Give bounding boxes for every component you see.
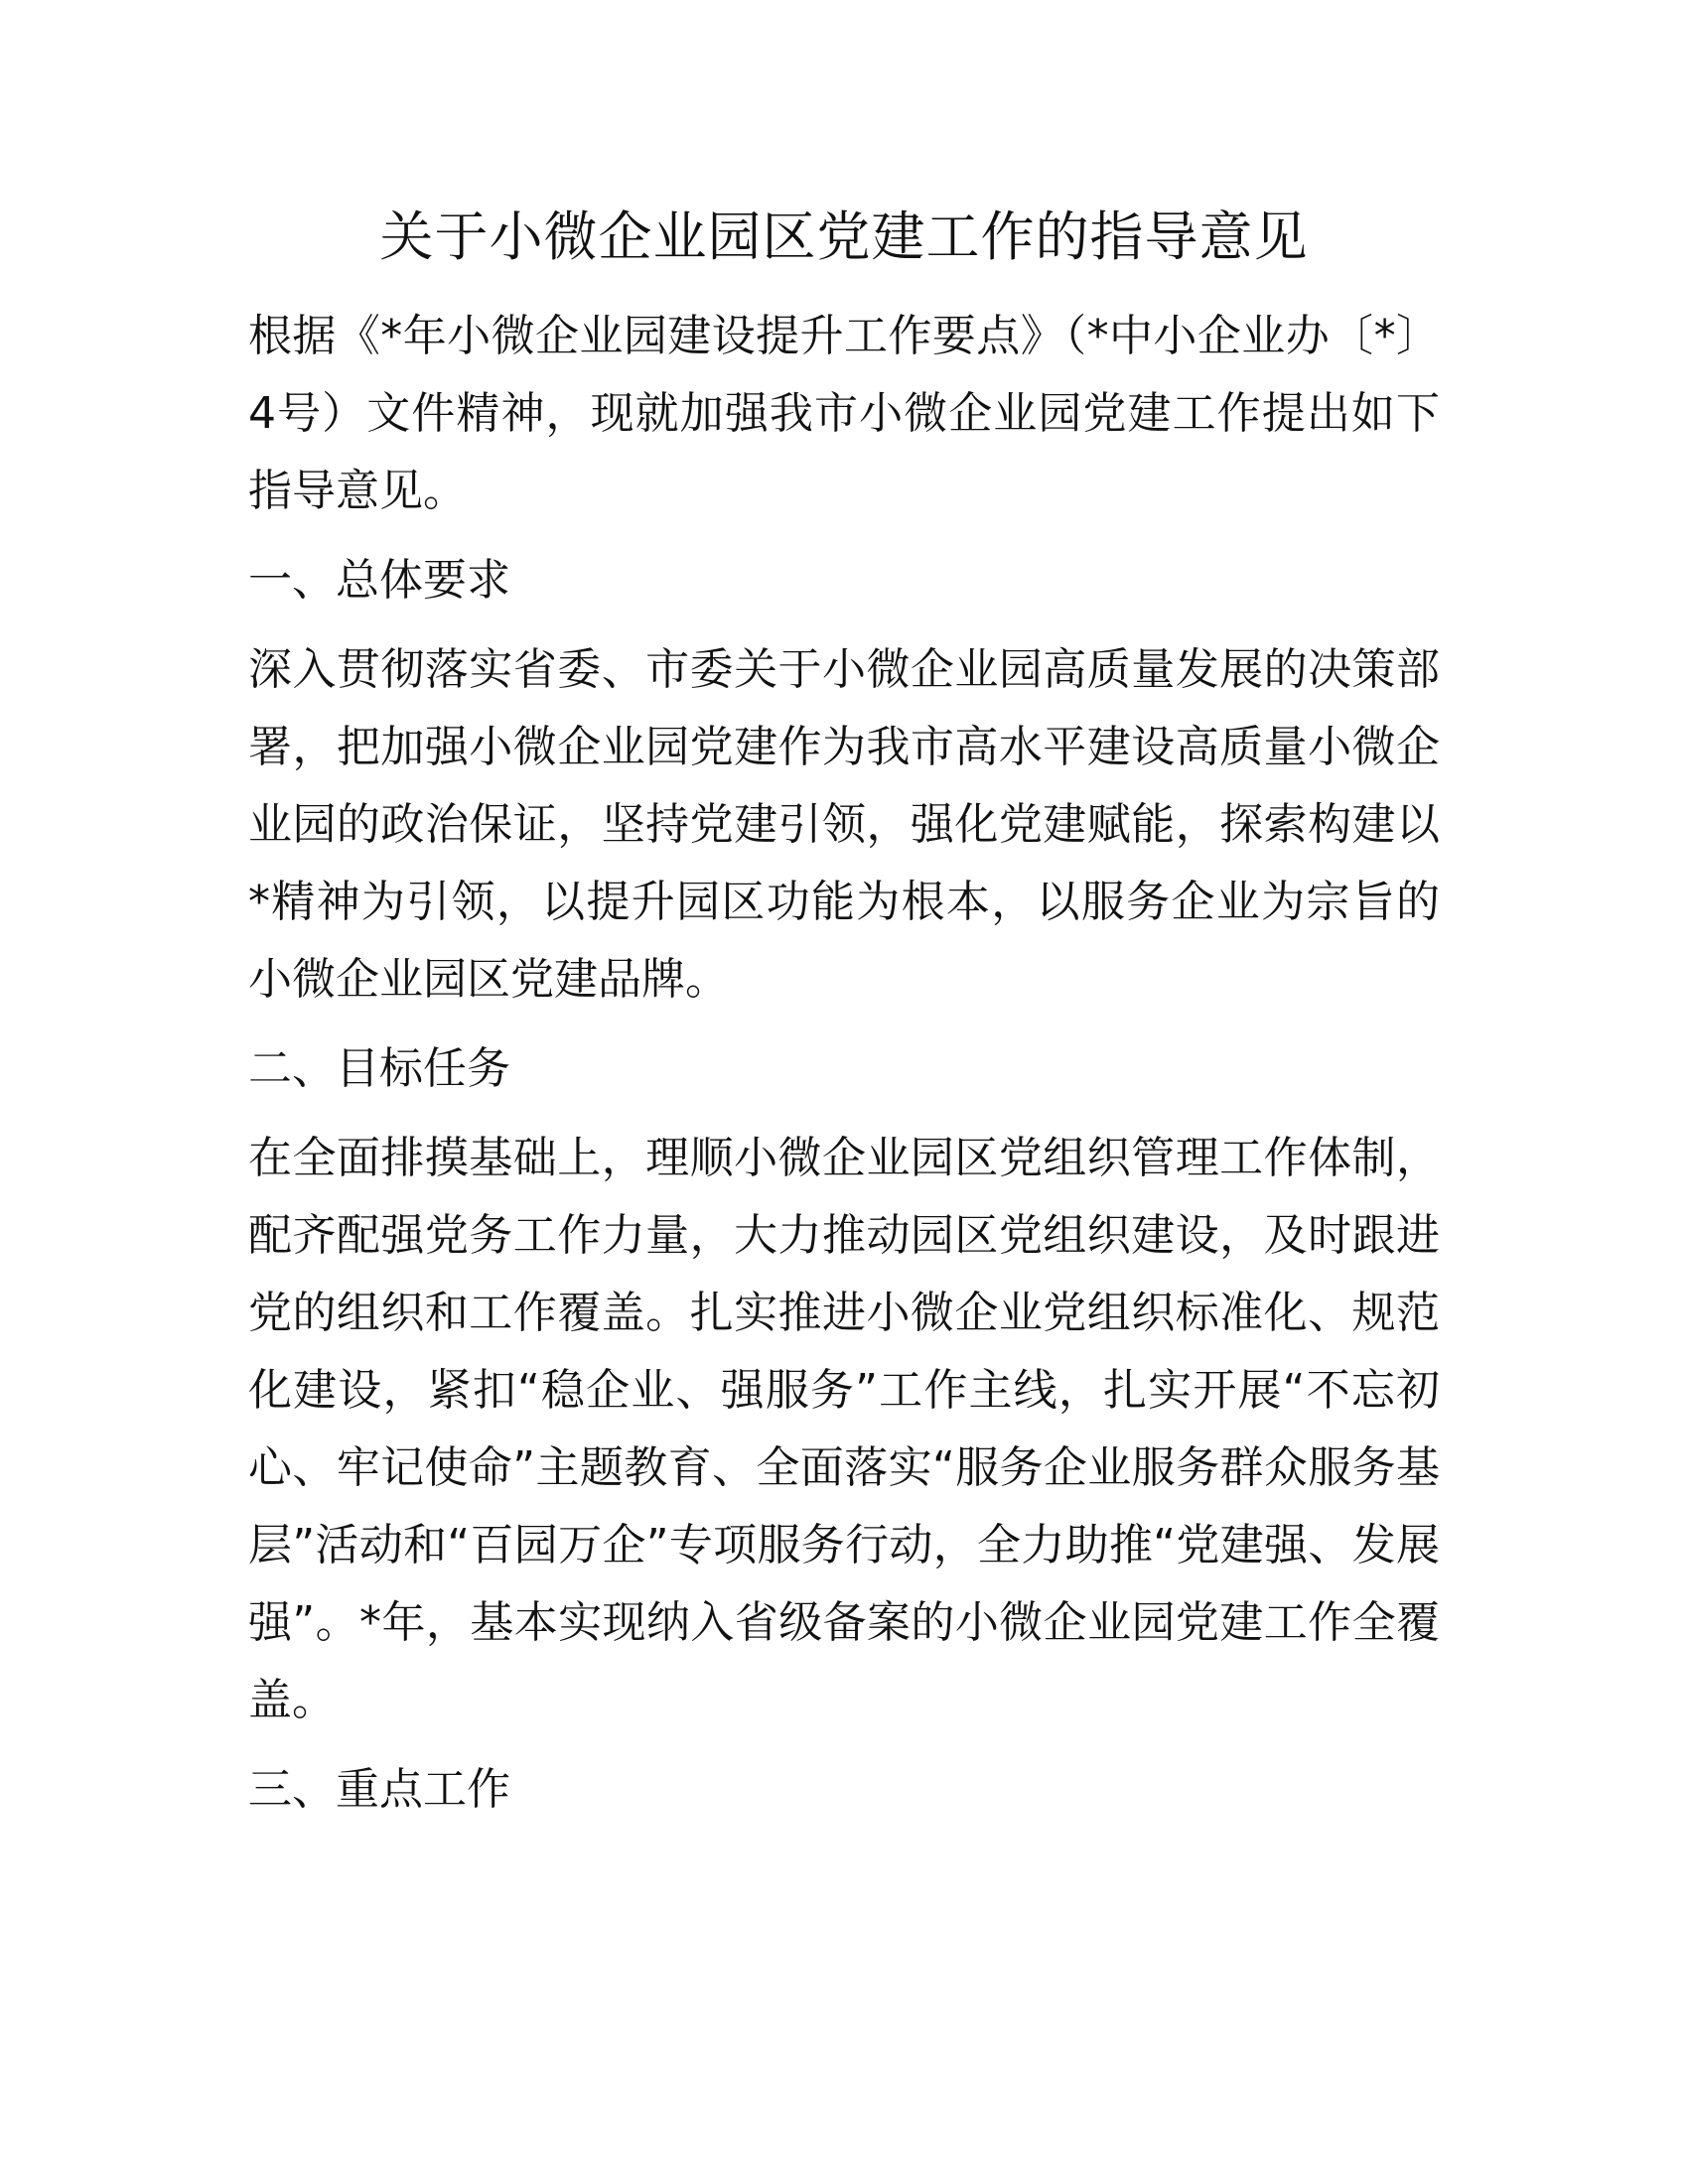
section-heading-goals-tasks: 二、目标任务 [248,1043,510,1094]
section-body-goals-tasks: 在全面排摸基础上，理顺小微企业园区党组织管理工作体制，配齐配强党务工作力量，大力推动园区党组织建设，及时跟进党的组织和工作覆盖。扎实推进小微企业党组织标准化、规范化建设，紧扣“稳企业、强服务”工作主线，扎实开展“不忘初心、牢记使命”主题教育、全面落实“服务企业服务群众服务基层”活动和“百园万企”专项服务行动，全力助推“党建强、发展强”。*年，基本实现纳入省级备案的小微企业园党建工作全覆盖。 [248,1133,1440,1725]
document-title: 关于小微企业园区党建工作的指导意见 [379,205,1309,268]
section-heading-key-work: 三、重点工作 [248,1764,510,1815]
document-content [248,199,1440,1841]
section-body-general-requirements: 深入贯彻落实省委、市委关于小微企业园高质量发展的决策部署，把加强小微企业园党建作为我市高水平建设高质量小微企业园的政治保证，坚持党建引领，强化党建赋能，探索构建以*精神为引领，以提升园区功能为根本，以服务企业为宗旨的小微企业园区党建品牌。 [248,644,1440,1005]
section-heading-general-requirements: 一、总体要求 [248,555,510,606]
intro-paragraph: 根据《*年小微企业园建设提升工作要点》（*中小企业办〔*〕4号）文件精神，现就加强我市小微企业园党建工作提出如下指导意见。 [248,311,1440,516]
